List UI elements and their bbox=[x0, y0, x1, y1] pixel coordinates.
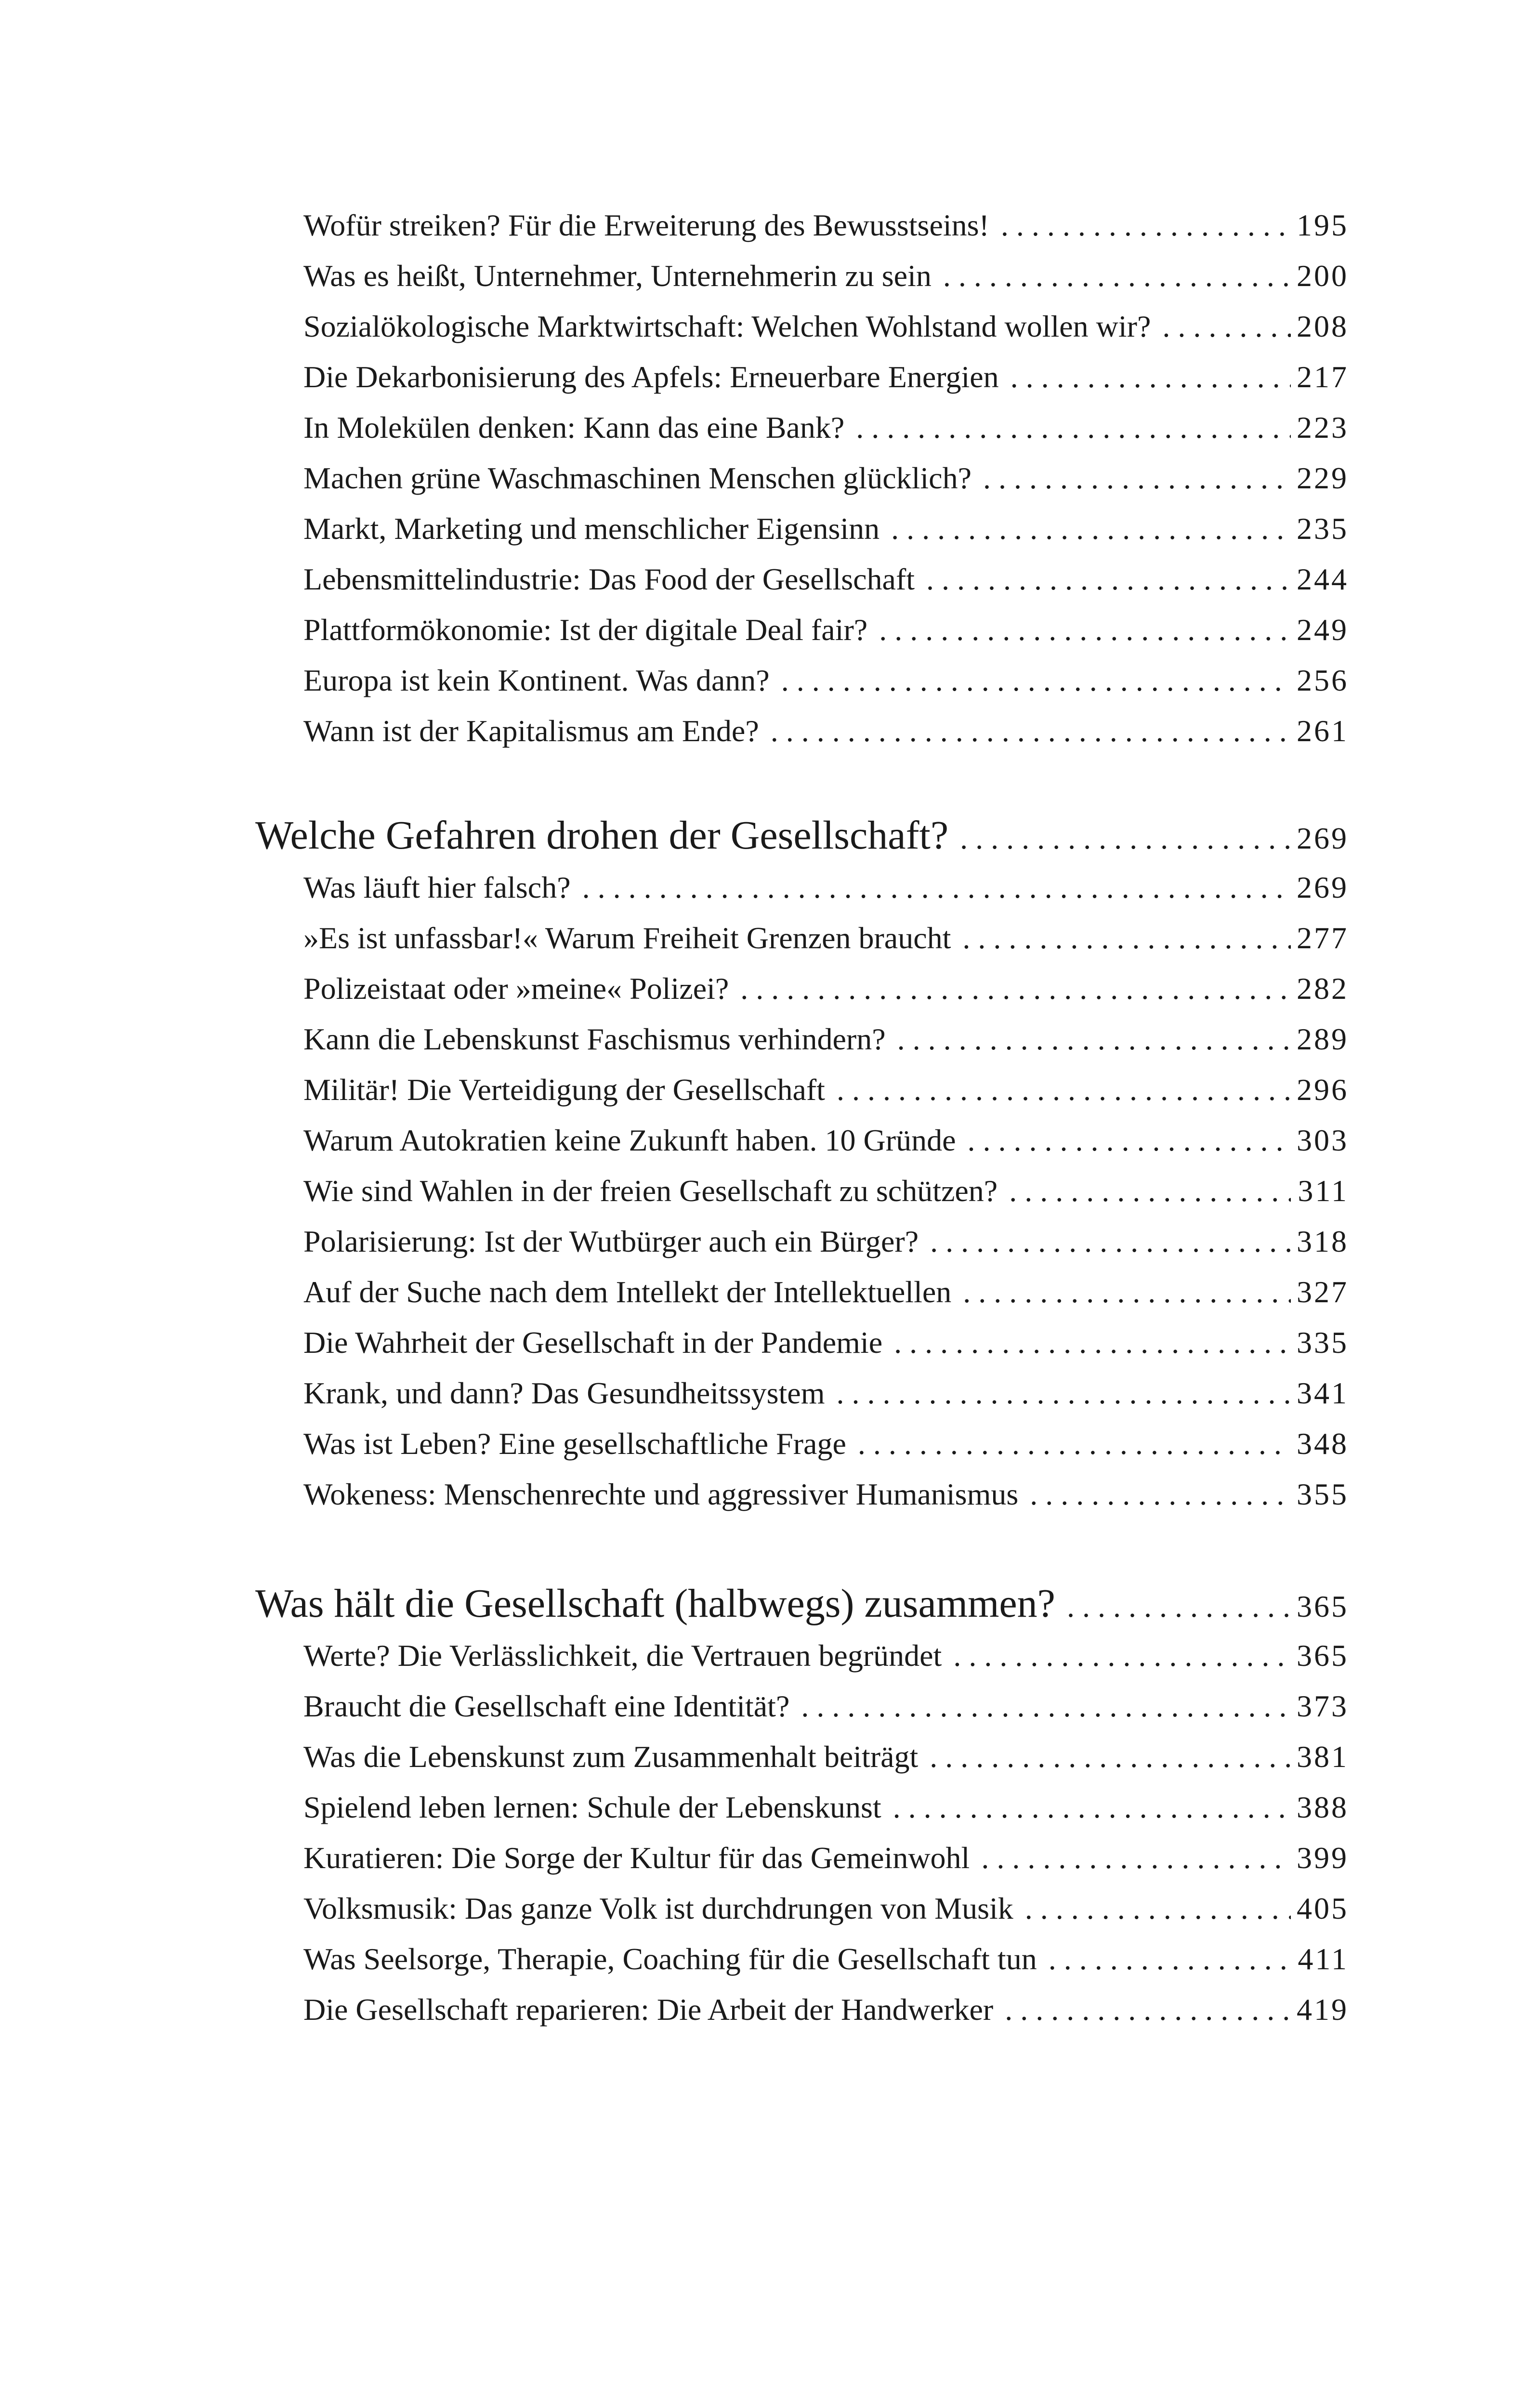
toc-entry bbox=[303, 1418, 1349, 1469]
dot-leader bbox=[781, 655, 1291, 706]
table-of-contents bbox=[255, 200, 1349, 2035]
toc-entry-title: Warum Autokratien keine Zukunft haben. 10 Gründe bbox=[303, 1123, 956, 1157]
toc-entry-title: Polarisierung: Ist der Wutbürger auch ein Bürger? bbox=[303, 1224, 919, 1258]
toc-entry-title: Militär! Die Verteidigung der Gesellschaft bbox=[303, 1073, 825, 1107]
dot-leader bbox=[1009, 1165, 1291, 1216]
toc-entry-title: Was Seelsorge, Therapie, Coaching für die Gesellschaft tun bbox=[303, 1942, 1037, 1976]
toc-entry-page: 269 bbox=[1297, 870, 1349, 904]
dot-leader bbox=[893, 1782, 1291, 1832]
dot-leader bbox=[1001, 200, 1291, 250]
dot-leader bbox=[943, 250, 1291, 301]
toc-entry bbox=[303, 503, 1349, 554]
toc-block-1 bbox=[255, 200, 1349, 756]
toc-entry-title: Was läuft hier falsch? bbox=[303, 870, 571, 904]
toc-entry bbox=[303, 1317, 1349, 1368]
dot-leader bbox=[963, 1267, 1291, 1317]
toc-entry bbox=[303, 1731, 1349, 1782]
dot-leader bbox=[801, 1681, 1291, 1731]
dot-leader bbox=[1030, 1469, 1291, 1519]
toc-entry bbox=[303, 706, 1349, 756]
toc-entry-page: 282 bbox=[1297, 971, 1349, 1006]
toc-entry-title: Europa ist kein Kontinent. Was dann? bbox=[303, 663, 770, 697]
toc-entry bbox=[303, 1883, 1349, 1934]
dot-leader bbox=[897, 1014, 1291, 1064]
toc-entry-page: 217 bbox=[1297, 360, 1349, 394]
dot-leader bbox=[582, 862, 1291, 913]
toc-entry bbox=[303, 1216, 1349, 1267]
toc-entry-title: In Molekülen denken: Kann das eine Bank? bbox=[303, 410, 845, 445]
toc-entry-page: 244 bbox=[1297, 562, 1349, 596]
toc-entry-title: Was es heißt, Unternehmer, Unternehmerin zu sein bbox=[303, 259, 932, 293]
toc-entry-title: Sozialökologische Marktwirtschaft: Welchen Wohlstand wollen wir? bbox=[303, 309, 1151, 343]
toc-entry-title: Kann die Lebenskunst Faschismus verhindern? bbox=[303, 1022, 886, 1056]
toc-entry-page: 195 bbox=[1297, 208, 1349, 242]
toc-section-title: Was hält die Gesellschaft (halbwegs) zusammen? bbox=[255, 1581, 1055, 1626]
dot-leader bbox=[983, 453, 1291, 503]
toc-entry bbox=[303, 1115, 1349, 1165]
toc-entry-page: 277 bbox=[1297, 921, 1349, 955]
toc-entry-title: Was ist Leben? Eine gesellschaftliche Frage bbox=[303, 1426, 846, 1461]
dot-leader bbox=[962, 913, 1291, 963]
dot-leader bbox=[1067, 1580, 1291, 1633]
toc-entry bbox=[303, 655, 1349, 706]
toc-entry bbox=[303, 1782, 1349, 1832]
dot-leader bbox=[926, 554, 1291, 604]
toc-entry bbox=[303, 453, 1349, 503]
toc-entry-title: Polizeistaat oder »meine« Polizei? bbox=[303, 971, 729, 1006]
dot-leader bbox=[930, 1216, 1291, 1267]
dot-leader bbox=[837, 1064, 1291, 1115]
toc-entry-title: Auf der Suche nach dem Intellekt der Intellektuellen bbox=[303, 1275, 952, 1309]
toc-section-2 bbox=[255, 809, 1349, 1519]
toc-entry bbox=[303, 862, 1349, 913]
toc-entry bbox=[303, 963, 1349, 1014]
toc-entry bbox=[303, 913, 1349, 963]
dot-leader bbox=[891, 503, 1291, 554]
toc-entry-page: 335 bbox=[1297, 1325, 1349, 1360]
toc-entry-title: Wofür streiken? Für die Erweiterung des Bewusstseins! bbox=[303, 208, 989, 242]
toc-entry-title: Werte? Die Verlässlichkeit, die Vertrauen begründet bbox=[303, 1638, 942, 1673]
toc-entry-page: 229 bbox=[1297, 461, 1349, 495]
toc-entry bbox=[303, 604, 1349, 655]
toc-entry bbox=[303, 1064, 1349, 1115]
toc-section-page: 269 bbox=[1297, 821, 1349, 855]
dot-leader bbox=[836, 1368, 1291, 1418]
dot-leader bbox=[740, 963, 1291, 1014]
toc-entry-title: Die Wahrheit der Gesellschaft in der Pandemie bbox=[303, 1325, 883, 1360]
toc-entry-page: 311 bbox=[1298, 1174, 1349, 1208]
toc-entry-page: 405 bbox=[1297, 1891, 1349, 1925]
dot-leader bbox=[953, 1630, 1291, 1681]
toc-entry-page: 296 bbox=[1297, 1073, 1349, 1107]
toc-entry-page: 399 bbox=[1297, 1841, 1349, 1875]
toc-entry-page: 341 bbox=[1297, 1376, 1349, 1410]
toc-entry-title: Volksmusik: Das ganze Volk ist durchdrungen von Musik bbox=[303, 1891, 1013, 1925]
toc-entry bbox=[303, 1368, 1349, 1418]
toc-entry bbox=[303, 1014, 1349, 1064]
toc-entry bbox=[303, 1984, 1349, 2035]
toc-entry-page: 365 bbox=[1297, 1638, 1349, 1673]
dot-leader bbox=[1162, 301, 1291, 352]
toc-entry bbox=[303, 1165, 1349, 1216]
toc-entry bbox=[303, 1630, 1349, 1681]
dot-leader bbox=[771, 706, 1291, 756]
toc-entry-page: 388 bbox=[1297, 1790, 1349, 1824]
toc-entry-title: Markt, Marketing und menschlicher Eigensinn bbox=[303, 511, 880, 546]
toc-entry-title: Braucht die Gesellschaft eine Identität? bbox=[303, 1689, 790, 1723]
toc-entry-title: Lebensmittelindustrie: Das Food der Gesellschaft bbox=[303, 562, 915, 596]
toc-entry-title: Plattformökonomie: Ist der digitale Deal fair? bbox=[303, 613, 868, 647]
toc-entry bbox=[303, 250, 1349, 301]
toc-entry bbox=[303, 1832, 1349, 1883]
dot-leader bbox=[1049, 1934, 1291, 1984]
toc-section-page: 365 bbox=[1297, 1589, 1349, 1623]
toc-entry-page: 381 bbox=[1297, 1740, 1349, 1774]
toc-entry-title: Die Dekarbonisierung des Apfels: Erneuerbare Energien bbox=[303, 360, 999, 394]
toc-entry bbox=[303, 1469, 1349, 1519]
toc-section-heading bbox=[255, 809, 1349, 862]
dot-leader bbox=[856, 402, 1291, 453]
toc-section-3 bbox=[255, 1577, 1349, 2035]
toc-section-heading bbox=[255, 1577, 1349, 1630]
toc-entry-title: Wie sind Wahlen in der freien Gesellschaft zu schützen? bbox=[303, 1174, 998, 1208]
toc-entry-page: 261 bbox=[1297, 714, 1349, 748]
dot-leader bbox=[1025, 1883, 1291, 1934]
dot-leader bbox=[960, 812, 1291, 865]
toc-entry bbox=[303, 402, 1349, 453]
dot-leader bbox=[930, 1731, 1291, 1782]
dot-leader bbox=[894, 1317, 1291, 1368]
toc-entry-page: 256 bbox=[1297, 663, 1349, 697]
toc-entry-page: 303 bbox=[1297, 1123, 1349, 1157]
toc-entry bbox=[303, 301, 1349, 352]
dot-leader bbox=[967, 1115, 1291, 1165]
dot-leader bbox=[858, 1418, 1291, 1469]
toc-entry-page: 289 bbox=[1297, 1022, 1349, 1056]
toc-entry-page: 223 bbox=[1297, 410, 1349, 445]
toc-entry-page: 208 bbox=[1297, 309, 1349, 343]
toc-entry bbox=[303, 1267, 1349, 1317]
toc-entry-title: Machen grüne Waschmaschinen Menschen glücklich? bbox=[303, 461, 971, 495]
toc-entry-title: Die Gesellschaft reparieren: Die Arbeit der Handwerker bbox=[303, 1992, 994, 2027]
toc-entry bbox=[303, 1934, 1349, 1984]
toc-entry-page: 411 bbox=[1298, 1942, 1349, 1976]
toc-entry-page: 249 bbox=[1297, 613, 1349, 647]
toc-entry bbox=[303, 1681, 1349, 1731]
toc-section-title: Welche Gefahren drohen der Gesellschaft? bbox=[255, 813, 949, 858]
toc-entry-title: Wann ist der Kapitalismus am Ende? bbox=[303, 714, 759, 748]
toc-entry-title: Kuratieren: Die Sorge der Kultur für das Gemeinwohl bbox=[303, 1841, 970, 1875]
toc-entry-page: 419 bbox=[1297, 1992, 1349, 2027]
dot-leader bbox=[1005, 1984, 1291, 2035]
toc-entry-title: »Es ist unfassbar!« Warum Freiheit Grenzen braucht bbox=[303, 921, 951, 955]
toc-entry-page: 355 bbox=[1297, 1477, 1349, 1511]
dot-leader bbox=[1011, 352, 1291, 402]
toc-entry-page: 348 bbox=[1297, 1426, 1349, 1461]
toc-entry bbox=[303, 352, 1349, 402]
toc-entry-page: 373 bbox=[1297, 1689, 1349, 1723]
toc-entry-page: 235 bbox=[1297, 511, 1349, 546]
toc-entry-page: 200 bbox=[1297, 259, 1349, 293]
toc-entry-title: Spielend leben lernen: Schule der Lebenskunst bbox=[303, 1790, 881, 1824]
toc-entry bbox=[303, 200, 1349, 250]
dot-leader bbox=[981, 1832, 1291, 1883]
toc-entry-title: Krank, und dann? Das Gesundheitssystem bbox=[303, 1376, 825, 1410]
toc-entry-title: Wokeness: Menschenrechte und aggressiver Humanismus bbox=[303, 1477, 1019, 1511]
dot-leader bbox=[879, 604, 1291, 655]
toc-entry bbox=[303, 554, 1349, 604]
toc-entry-page: 318 bbox=[1297, 1224, 1349, 1258]
toc-entry-title: Was die Lebenskunst zum Zusammenhalt beiträgt bbox=[303, 1740, 919, 1774]
toc-entry-page: 327 bbox=[1297, 1275, 1349, 1309]
